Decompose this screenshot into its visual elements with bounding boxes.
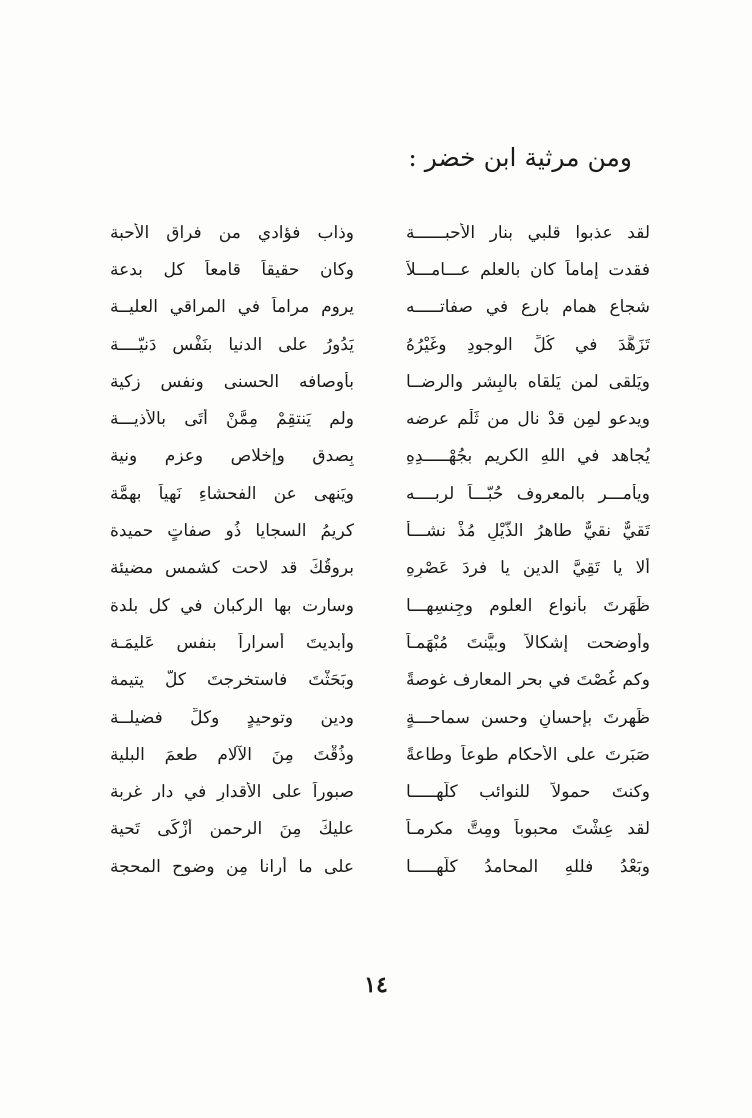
poem-couplet [110, 251, 650, 288]
first-hemistich: يُجاهد في اللهِ الكريم بجُهْـــــدِهِ [406, 446, 650, 467]
second-hemistich: وبَحَثْتَ فاستخرجتَ كلَّ يتيمة [110, 670, 354, 691]
second-hemistich: صبوراً على الأقدارِ في دار غربة [110, 782, 354, 803]
second-hemistich: وسارت بها الركبان في كل بلدة [110, 595, 354, 616]
poem-couplet [110, 736, 650, 773]
poem-couplet [110, 550, 650, 587]
second-hemistich: وذُقْتَ مِنَ الآلامِ طعمَ البلية [110, 744, 354, 765]
poem-couplet [110, 400, 650, 437]
poem-couplet [110, 326, 650, 363]
first-hemistich: لقد عِشْتَ محبوباً ومِتَّ مكرمـاً [406, 819, 650, 840]
first-hemistich: ويَلقى لمن يَلقاه بالبِشر والرضــا [406, 371, 650, 392]
first-hemistich: وكم غُصْتَ في بحر المعارف غوصةً [406, 670, 650, 691]
second-hemistich: ودينٍ وتوحيدٍ وكلِّ فضيلــة [110, 707, 354, 728]
first-hemistich: وأوضحت إشكالاً وبيَّنتَ مُبْهَمـاً [406, 632, 650, 653]
second-hemistich: عليكَ مِنَ الرحمن أزْكَى تَحية [110, 819, 354, 840]
poem-couplet [110, 475, 650, 512]
first-hemistich: ألا يا تَقِيَّ الدين يا فردَ عَصْرِهِ [406, 558, 650, 579]
poem-couplet [110, 363, 650, 400]
page-number: ١٤ [364, 972, 388, 998]
poem-couplet [110, 699, 650, 736]
first-hemistich: لقد عذبوا قلبي بنار الأحبــــــة [406, 222, 650, 243]
first-hemistich: ظَهرتَ بإحسانٍ وحسنِ سماحـــةٍ [406, 707, 650, 728]
poem-body [110, 214, 650, 885]
first-hemistich: وبَعْدُ فللهِ المحامدُ كلُّهـــــا [406, 856, 650, 877]
first-hemistich: ويأمـــر بالمعروف حُبّـــاً لربــــه [406, 483, 650, 504]
second-hemistich: وذاب فؤادي من فراق الأحبة [110, 222, 354, 243]
poem-couplet [110, 587, 650, 624]
second-hemistich: بروقُكَ قد لاحت كشمسٍ مضيئة [110, 558, 354, 579]
poem-couplet [110, 438, 650, 475]
first-hemistich: فقدت إماماً كان بالعلم عـــامـــلاً [406, 259, 650, 280]
poem-couplet [110, 512, 650, 549]
second-hemistich: وأبديتَ أسراراً بنفسٍ عَليمَـة [110, 632, 354, 653]
second-hemistich: ولم يَنتقِمْ مِمَّنْ أتَى بالأذيـــة [110, 409, 354, 430]
first-hemistich: صَبَرتَ على الأحكام طوعاً وطاعةً [406, 744, 650, 765]
first-hemistich: وكنتَ حمولاً للنوائب كلّهـــــا [406, 782, 650, 803]
first-hemistich: شجاع همام بارع في صفاتـــــه [406, 297, 650, 318]
second-hemistich: وكان حقيقاً قامعاً كل بدعة [110, 259, 354, 280]
second-hemistich: يروم مراماً في المراقي العليــة [110, 297, 354, 318]
second-hemistich: يَدُورُ على الدنيا بنَفْسٍ دَنيّــــة [110, 334, 354, 355]
poem-couplet [110, 624, 650, 661]
first-hemistich: تَزَهَّدَ في كُلِّ الوجودِ وغَيْرُهُ [406, 334, 650, 355]
poem-couplet [110, 811, 650, 848]
second-hemistich: ويَنهى عن الفحشاءِ نَهياً بهِمَّة [110, 483, 354, 504]
section-heading: ومن مرثية ابن خضر : [408, 143, 632, 172]
poem-couplet [110, 662, 650, 699]
first-hemistich: ظَهَرتَ بأنواعِ العلومِ وجِنسِهـــا [406, 595, 650, 616]
poem-couplet [110, 289, 650, 326]
second-hemistich: بِصدقٍ وإخلاص وعزم ونية [110, 446, 354, 467]
first-hemistich: تَقيٌّ نقيٌّ طاهرُ الذَّيْلِ مُذْ نشـــأ [406, 521, 650, 542]
second-hemistich: على ما أرانا مِن وضوحِ المحجة [110, 856, 354, 877]
second-hemistich: بأوصافه الحسنى ونفس زكية [110, 371, 354, 392]
poem-couplet [110, 773, 650, 810]
poem-couplet [110, 214, 650, 251]
poem-couplet [110, 848, 650, 885]
second-hemistich: كريمُ السجايا ذُو صفاتٍ حميدة [110, 521, 354, 542]
first-hemistich: ويدعو لمِن قدْ نال من ثَلْم عرضه [406, 409, 650, 430]
